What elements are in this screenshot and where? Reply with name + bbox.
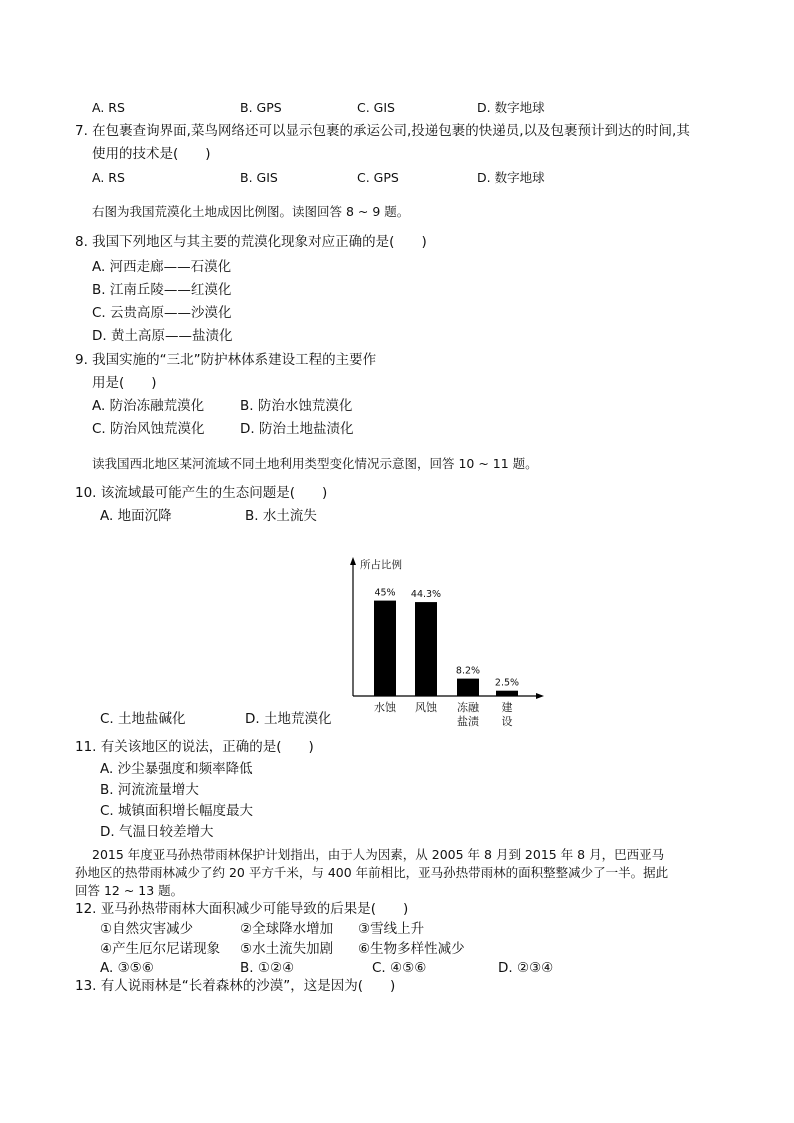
bar-1	[374, 601, 396, 696]
q12-option-b[interactable]: B. ①②④	[240, 960, 295, 976]
intro-10-11: 读我国西北地区某河流域不同土地利用类型变化情况示意图，回答 10 ~ 11 题。	[92, 456, 538, 471]
q11-option-d[interactable]: D. 气温日较差增大	[100, 824, 214, 840]
y-axis-label: 所占比例	[360, 559, 402, 571]
q10-option-b[interactable]: B. 水土流失	[245, 508, 317, 524]
q10-stem: 10. 该流域最可能产生的生态问题是( )	[75, 485, 328, 501]
q10-option-a[interactable]: A. 地面沉降	[100, 508, 172, 524]
bar-value-label-2: 44.3%	[410, 589, 442, 601]
q9-stem-line2: 用是( )	[92, 375, 157, 391]
q7-stem-line2: 使用的技术是( )	[92, 146, 211, 162]
category-label-4-line1: 建	[501, 701, 513, 714]
bar-2	[415, 602, 437, 696]
desertification-cause-chart	[340, 552, 555, 732]
q9-option-b[interactable]: B. 防治水蚀荒漠化	[240, 398, 353, 414]
q8-option-a[interactable]: A. 河西走廊——石漠化	[92, 259, 232, 275]
q7-stem-line1: 7. 在包裹查询界面,菜鸟网络还可以显示包裹的承运公司,投递包裹的快递员,以及包裹预计到达的时间,其	[75, 123, 690, 139]
bar-value-label-4: 2.5%	[494, 677, 520, 689]
q6-option-d[interactable]: D. 数字地球	[477, 100, 545, 115]
intro-12-13-line3: 回答 12 ~ 13 题。	[75, 883, 184, 898]
q8-option-c[interactable]: C. 云贵高原——沙漠化	[92, 305, 232, 321]
bar-value-label-1: 45%	[374, 587, 396, 599]
q9-option-d[interactable]: D. 防治土地盐渍化	[240, 421, 354, 437]
q7-option-d[interactable]: D. 数字地球	[477, 170, 545, 185]
q9-option-a[interactable]: A. 防治冻融荒漠化	[92, 398, 205, 414]
chart-bars	[374, 588, 519, 728]
category-label-3-line2: 盐渍	[457, 715, 479, 728]
q8-stem: 8. 我国下列地区与其主要的荒漠化现象对应正确的是( )	[75, 234, 427, 250]
q9-option-c[interactable]: C. 防治风蚀荒漠化	[92, 421, 205, 437]
bar-4	[496, 691, 518, 696]
q13-stem: 13. 有人说雨林是“长着森林的沙漠”，这是因为( )	[75, 978, 396, 994]
q7-option-a[interactable]: A. RS	[92, 170, 125, 185]
q12-item-3: ③雪线上升	[358, 921, 425, 937]
q8-option-d[interactable]: D. 黄土高原——盐渍化	[92, 328, 233, 344]
q12-option-a[interactable]: A. ③⑤⑥	[100, 960, 154, 976]
category-label-1: 水蚀	[374, 701, 396, 714]
q6-option-a[interactable]: A. RS	[92, 100, 125, 115]
intro-12-13-line1: 2015 年度亚马孙热带雨林保护计划指出，由于人为因素，从 2005 年 8 月到 2015 年 8 月，巴西亚马	[92, 847, 665, 862]
intro-12-13-line2: 孙地区的热带雨林减少了约 20 平方千米，与 400 年前相比，亚马孙热带雨林的面积整整减少了一半。据此	[75, 865, 669, 880]
q12-option-d[interactable]: D. ②③④	[498, 960, 554, 976]
q12-stem: 12. 亚马孙热带雨林大面积减少可能导致的后果是( )	[75, 901, 409, 917]
bar-value-label-3: 8.2%	[455, 665, 481, 677]
q8-option-b[interactable]: B. 江南丘陵——红漠化	[92, 282, 232, 298]
q6-option-c[interactable]: C. GIS	[357, 100, 395, 115]
q7-option-c[interactable]: C. GPS	[357, 170, 399, 185]
q11-stem: 11. 有关该地区的说法，正确的是( )	[75, 739, 314, 755]
q12-item-5: ⑤水土流失加剧	[240, 941, 334, 957]
y-axis-arrow	[350, 557, 356, 565]
q7-option-b[interactable]: B. GIS	[240, 170, 278, 185]
q10-option-c[interactable]: C. 土地盐碱化	[100, 711, 186, 727]
bar-3	[457, 679, 479, 696]
category-label-3-line1: 冻融	[457, 701, 479, 714]
q6-option-b[interactable]: B. GPS	[240, 100, 282, 115]
q11-option-a[interactable]: A. 沙尘暴强度和频率降低	[100, 761, 253, 777]
q12-option-c[interactable]: C. ④⑤⑥	[372, 960, 427, 976]
q12-item-2: ②全球降水增加	[240, 921, 334, 937]
category-label-2: 风蚀	[415, 701, 437, 714]
x-axis-arrow	[536, 693, 544, 699]
q12-item-1: ①自然灾害减少	[100, 921, 194, 937]
q10-option-d[interactable]: D. 土地荒漠化	[245, 711, 332, 727]
q12-item-4: ④产生厄尔尼诺现象	[100, 941, 221, 957]
q11-option-c[interactable]: C. 城镇面积增长幅度最大	[100, 803, 254, 819]
q12-item-6: ⑥生物多样性减少	[358, 941, 465, 957]
intro-8-9: 右图为我国荒漠化土地成因比例图。读图回答 8 ~ 9 题。	[92, 204, 410, 219]
category-label-4-line2: 设	[501, 715, 513, 728]
q11-option-b[interactable]: B. 河流流量增大	[100, 782, 199, 798]
q9-stem-line1: 9. 我国实施的“三北”防护林体系建设工程的主要作	[75, 352, 377, 368]
